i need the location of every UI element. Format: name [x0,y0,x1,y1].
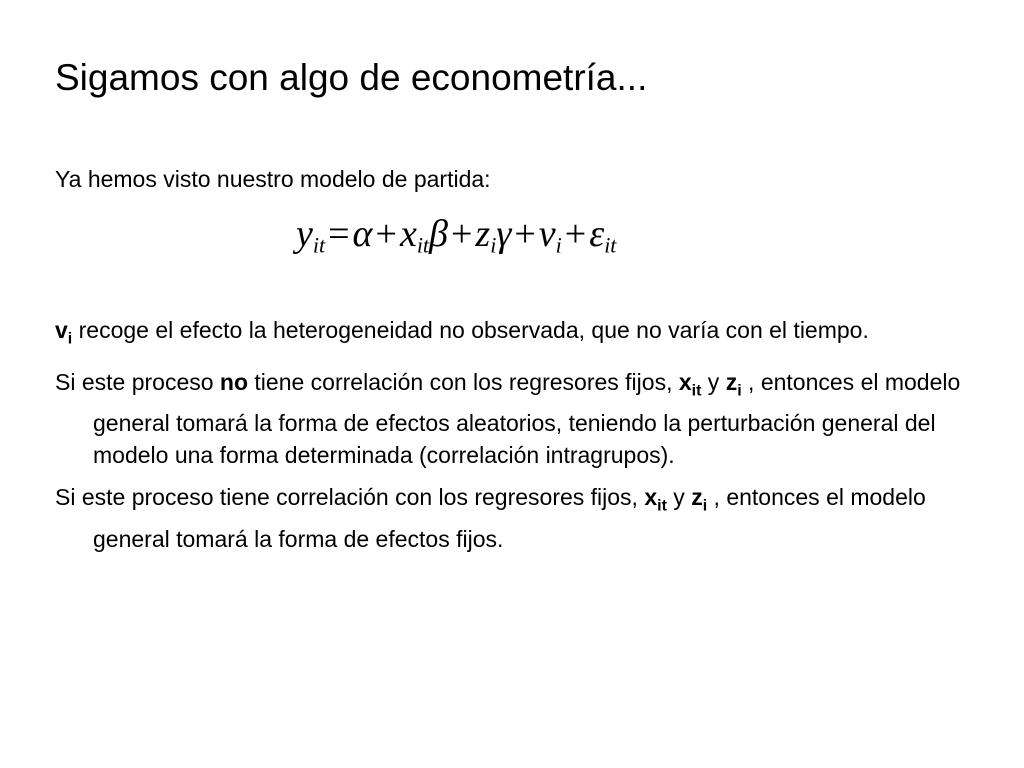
p2-mid: tiene correlación con los regresores fijos, [248,368,679,395]
p3-x-subscript: it [657,497,667,515]
eq-beta: β [429,213,448,255]
eq-x: x [399,213,417,255]
eq-epsilon-sub: it [604,232,617,258]
slide-title: Sigamos con algo de econometría... [55,57,648,98]
eq-plus-2: + [450,213,473,255]
paragraph-heterogeneity [55,314,965,356]
p3-x-symbol [644,484,667,515]
eq-z: z [475,213,491,255]
eq-z-sub: i [490,232,497,258]
eq-y-sub: it [312,232,326,258]
eq-alpha: α [352,213,373,255]
v-subscript: i [67,330,73,348]
eq-y: y [296,213,313,255]
p2-x-subscript: it [691,382,702,400]
paragraph-random-effects [55,366,965,472]
p2-z-letter: z [725,368,738,395]
eq-plus-1: + [375,213,397,255]
p2-post: , entonces el modelo general tomará la forma de efectos aleatorios, teniendo la perturbación general del modelo una forma determinada (correlación intragrupos). [93,368,961,469]
paragraph-fixed-effects [55,481,965,555]
p2-x-letter: x [678,368,692,395]
p2-x-symbol [678,368,702,400]
p3-post: , entonces el modelo general tomará la forma de efectos fijos. [93,484,926,552]
model-equation [296,212,616,259]
eq-nu: ν [538,213,556,255]
p2-z-symbol [725,368,742,400]
eq-plus-4: + [564,213,587,255]
p3-x-letter: x [644,484,658,511]
p2-z-subscript: i [737,382,742,400]
eq-equals: = [328,213,350,255]
v-symbol [55,317,73,348]
p3-y-word: y [666,484,692,511]
p3-z-letter: z [691,484,703,511]
p1-text: recoge el efecto la heterogeneidad no observada, que no varía con el tiempo. [72,317,869,343]
intro-text: Ya hemos visto nuestro modelo de partida: [55,166,491,192]
eq-x-sub: it [416,232,430,258]
p2-pre: Si este proceso [55,368,220,395]
eq-epsilon: ε [589,213,605,255]
eq-gamma: γ [496,213,512,255]
p3-z-subscript: i [702,497,708,515]
eq-plus-3: + [514,213,536,255]
eq-nu-sub: i [555,232,562,258]
p2-no: no [219,368,249,395]
body-paragraphs [55,314,965,565]
p3-z-symbol [691,484,708,515]
p3-pre: Si este proceso tiene correlación con los regresores fijos, [55,484,645,511]
v-letter: v [55,317,68,343]
p2-y-word: y [701,368,726,395]
